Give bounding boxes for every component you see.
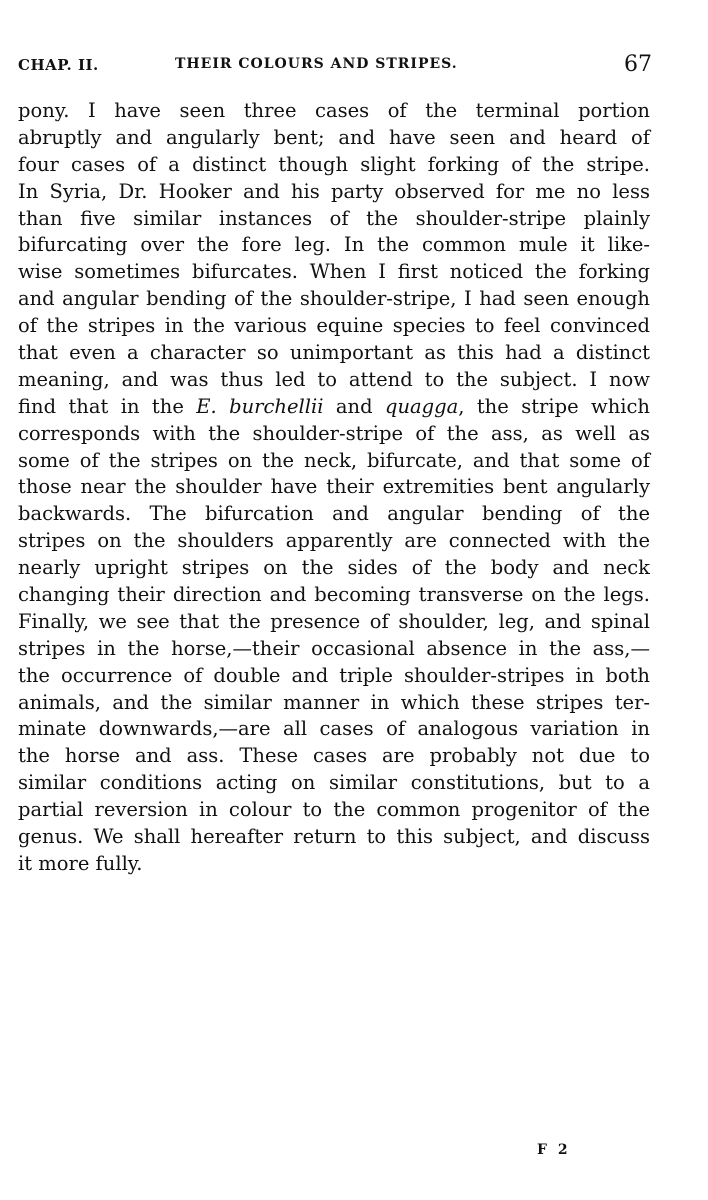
text-line: similar conditions acting on similar constitutions, but to a [18, 771, 650, 795]
text-line: backwards. The bifurcation and angular bending of the [18, 502, 650, 526]
text-line: stripes on the shoulders apparently are connected with the [18, 529, 650, 553]
species-name: E. burchellii [196, 394, 324, 418]
text-line: and angular bending of the shoulder-stripe, I had seen enough [18, 287, 650, 311]
text-line: it more fully. [18, 851, 143, 875]
text-line: In Syria, Dr. Hooker and his party observed for me no less [18, 179, 650, 203]
text-line: the occurrence of double and triple shoulder-stripes in both [18, 663, 650, 687]
text-line: of the stripes in the various equine species to feel convinced [18, 314, 650, 338]
text-line: some of the stripes on the neck, bifurcate, and that some of [18, 448, 650, 472]
text-line: abruptly and angularly bent; and have seen and heard of [18, 125, 650, 149]
body-paragraph [18, 98, 650, 878]
chapter-label: CHAP. II. [18, 56, 99, 74]
page-number: 67 [624, 52, 652, 77]
text-line: than five similar instances of the shoulder-stripe plainly [18, 206, 650, 230]
running-header [18, 52, 652, 82]
signature-mark: F 2 [537, 1142, 571, 1158]
text-line: the horse and ass. These cases are probably not due to [18, 744, 650, 768]
text-line: meaning, and was thus led to attend to the subject. I now [18, 367, 650, 391]
text-line: partial reversion in colour to the common progenitor of the [18, 798, 650, 822]
text-line: animals, and the similar manner in which these stripes ter- [18, 690, 650, 714]
text-line: that even a character so unimportant as this had a distinct [18, 341, 650, 365]
text-line: four cases of a distinct though slight forking of the stripe. [18, 152, 650, 176]
text-line: changing their direction and becoming transverse on the legs. [18, 583, 650, 607]
text-line: corresponds with the shoulder-stripe of the ass, as well as [18, 421, 650, 445]
species-name: quagga [384, 394, 459, 418]
text-line: minate downwards,—are all cases of analogous variation in [18, 717, 650, 741]
running-title: THEIR COLOURS AND STRIPES. [175, 56, 458, 72]
text-line: genus. We shall hereafter return to this subject, and discuss [18, 825, 650, 849]
text-line: pony. I have seen three cases of the terminal portion [18, 99, 650, 122]
text-line: bifurcating over the fore leg. In the common mule it like- [18, 233, 650, 257]
text-line: those near the shoulder have their extremities bent angularly [18, 475, 650, 499]
text-line: wise sometimes bifurcates. When I first noticed the forking [18, 260, 650, 284]
text-line: find that in the E. burchellii and quagga, the stripe which [18, 394, 650, 418]
text-line: nearly upright stripes on the sides of the body and neck [18, 556, 650, 580]
text-line: stripes in the horse,—their occasional absence in the ass,— [18, 636, 650, 660]
text-line: Finally, we see that the presence of shoulder, leg, and spinal [18, 609, 650, 633]
